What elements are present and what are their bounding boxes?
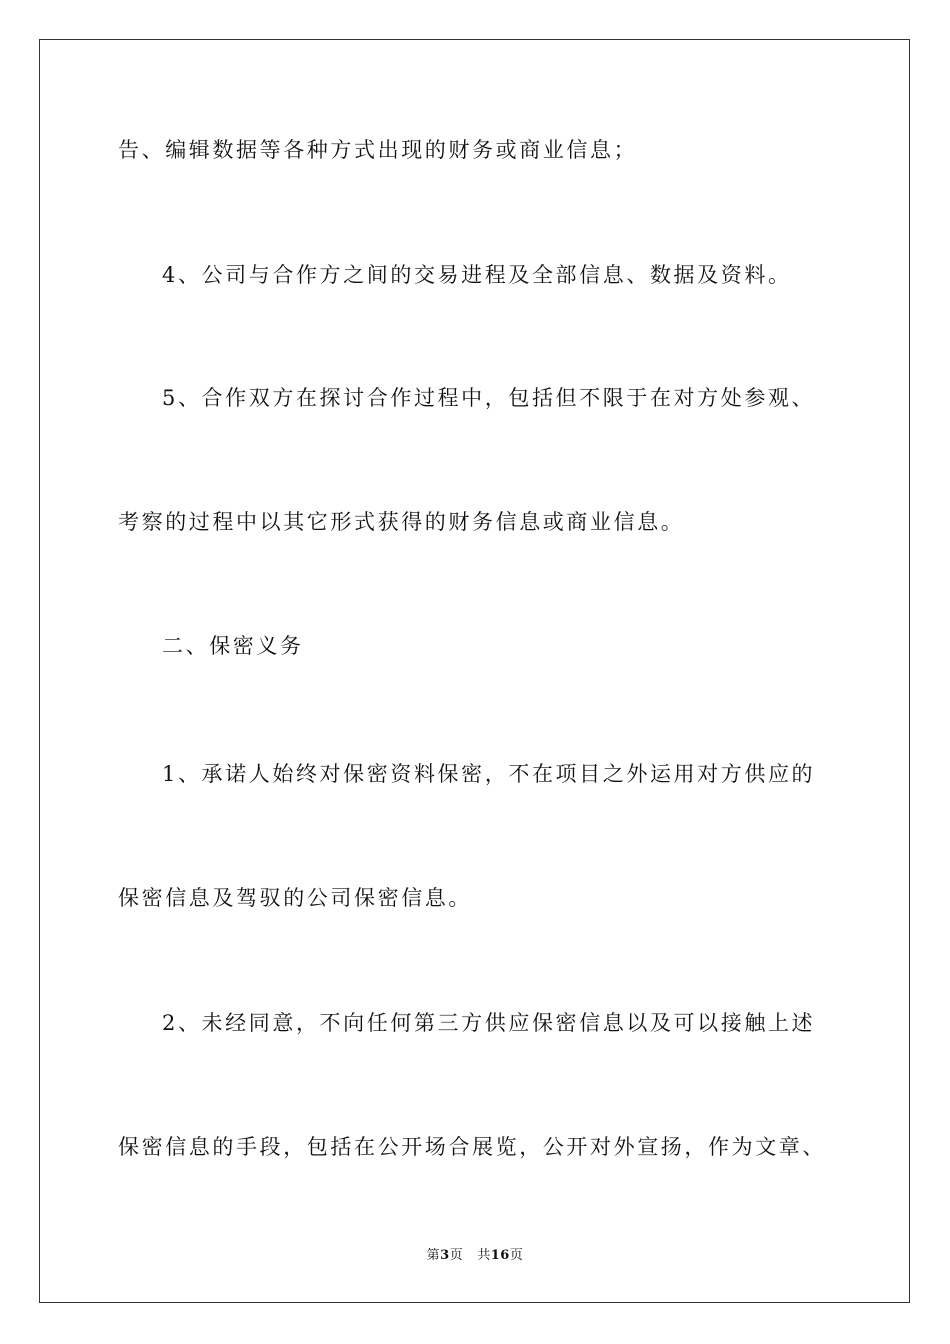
section-heading: 二、保密义务 <box>162 634 304 658</box>
text-line-8: 2、未经同意，不向任何第三方供应保密信息以及可以接触上述 <box>162 1011 816 1035</box>
text-line-2: 4、公司与合作方之间的交易进程及全部信息、数据及资料。 <box>162 263 792 287</box>
page-border <box>39 39 910 1303</box>
footer-total-prefix: 共 <box>477 1248 491 1263</box>
text-line-1: 告、编辑数据等各种方式出现的财务或商业信息； <box>118 138 638 162</box>
footer-page-number: 3 <box>440 1248 450 1263</box>
footer-page-suffix: 页 <box>449 1248 464 1263</box>
footer-total-suffix: 页 <box>509 1248 524 1263</box>
page-footer <box>0 1248 950 1264</box>
text-line-7: 保密信息及驾驭的公司保密信息。 <box>118 886 472 910</box>
text-line-6: 1、承诺人始终对保密资料保密，不在项目之外运用对方供应的 <box>162 762 816 786</box>
text-line-3: 5、合作双方在探讨合作过程中，包括但不限于在对方处参观、 <box>162 386 816 410</box>
text-line-9: 保密信息的手段，包括在公开场合展览，公开对外宣扬，作为文章、 <box>118 1135 826 1159</box>
footer-total-pages: 16 <box>490 1248 510 1263</box>
footer-page-prefix: 第 <box>426 1248 441 1263</box>
text-line-4: 考察的过程中以其它形式获得的财务信息或商业信息。 <box>118 510 685 534</box>
